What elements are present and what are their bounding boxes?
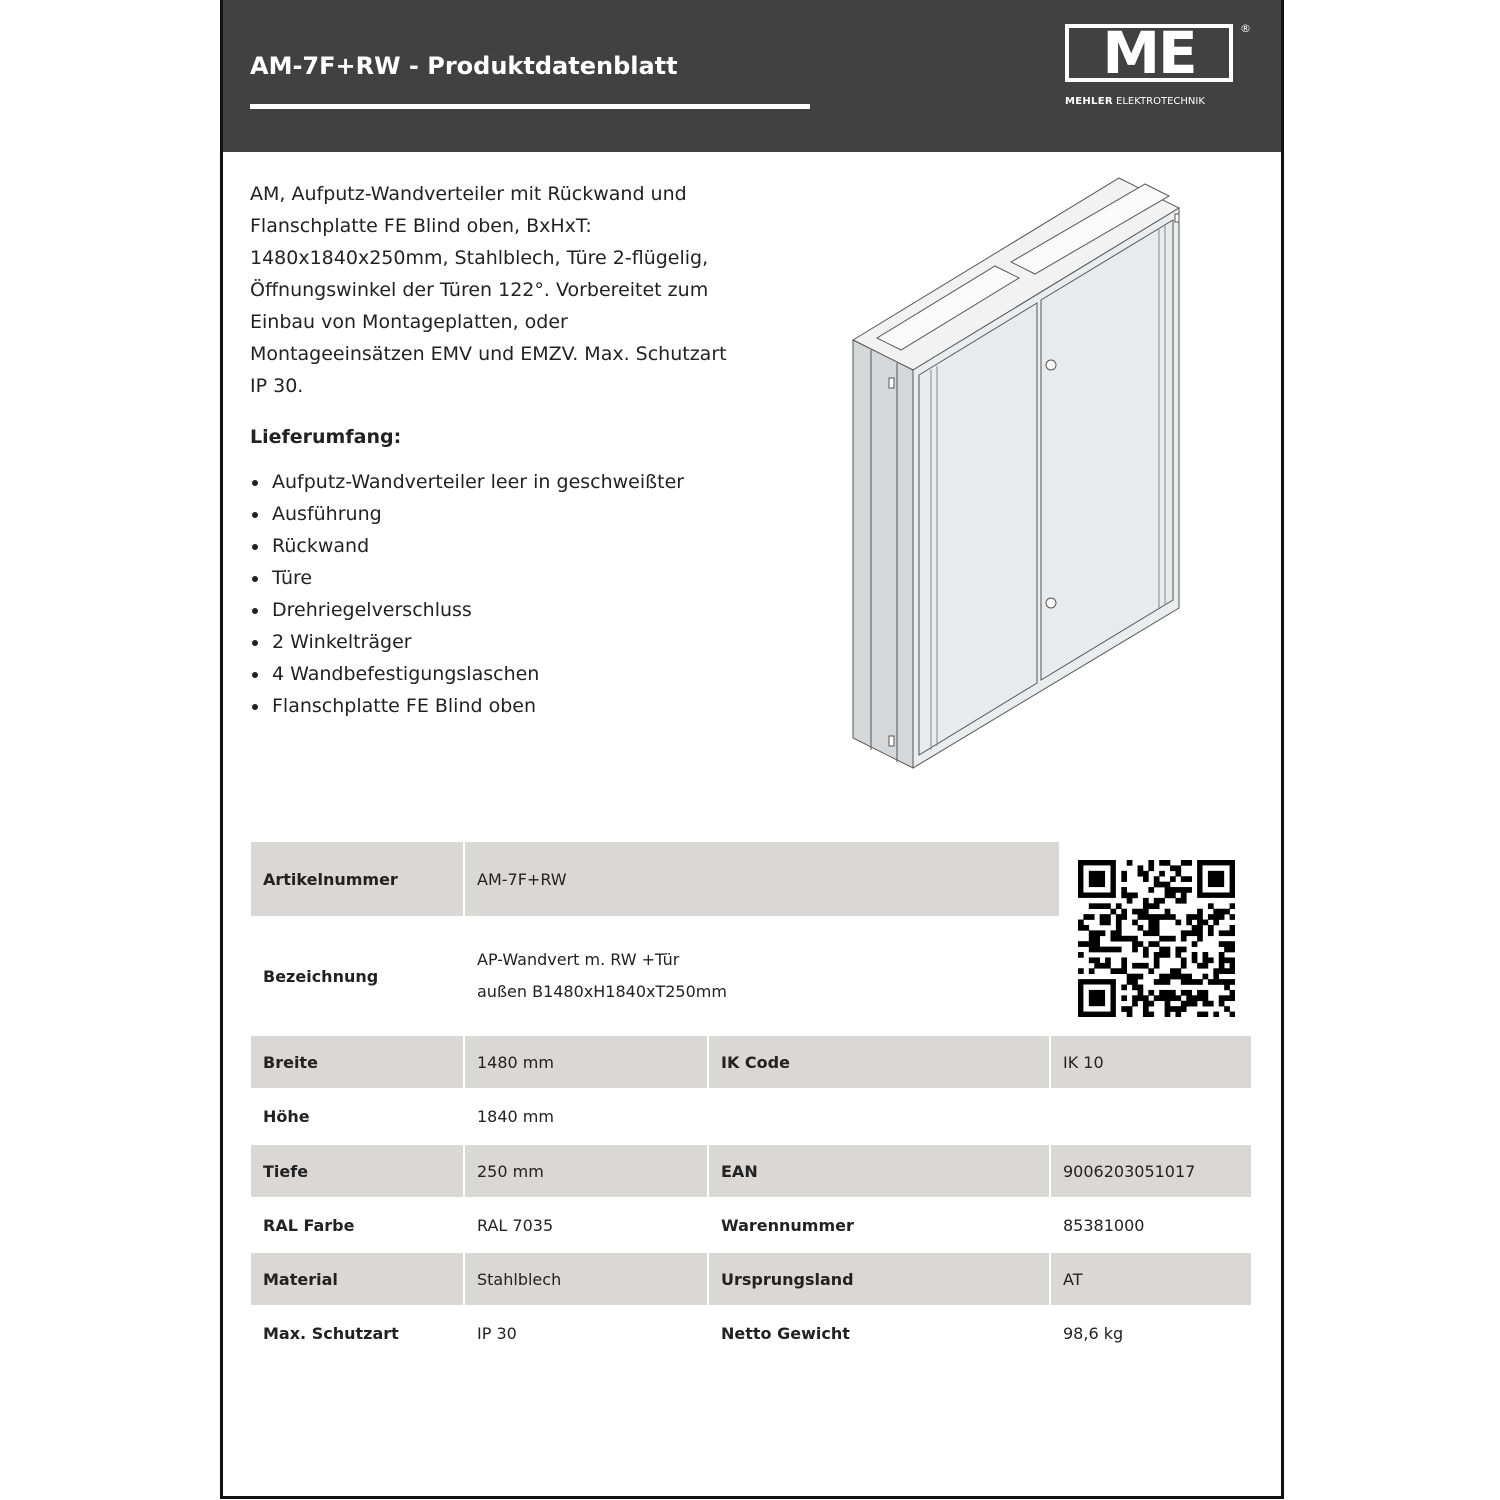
spec-label: IK Code [709, 1036, 1049, 1088]
spec-label: Artikelnummer [251, 842, 463, 916]
table-row [251, 1036, 1251, 1088]
description-line: 1480x1840x250mm, Stahlblech, Türe 2-flügelig, [250, 247, 709, 269]
logo-subtitle [1065, 96, 1240, 107]
registered-mark: ® [1240, 22, 1251, 35]
list-item: Aufputz-Wandverteiler leer in geschweißter [250, 466, 770, 498]
spec-label: Ursprungsland [709, 1253, 1049, 1305]
spec-value [465, 918, 1059, 1034]
spec-value: 98,6 kg [1063, 1323, 1124, 1343]
scope-list [250, 466, 770, 722]
description-line: Montageeinsätzen EMV und EMZV. Max. Schutzart [250, 343, 727, 365]
title-underline [250, 104, 810, 109]
spec-value [1051, 1090, 1251, 1142]
list-item: 2 Winkelträger [250, 626, 770, 658]
spec-value: 9006203051017 [1051, 1145, 1251, 1197]
description-line: Öffnungswinkel der Türen 122°. Vorbereitet zum [250, 279, 709, 301]
list-item: Rückwand [250, 530, 770, 562]
description-line: Flanschplatte FE Blind oben, BxHxT: [250, 215, 592, 237]
page-title: AM-7F+RW - Produktdatenblatt [250, 52, 678, 80]
list-item: Türe [250, 562, 770, 594]
spec-value: Stahlblech [465, 1253, 707, 1305]
logo-sub-text: ELEKTROTECHNIK [1116, 96, 1205, 107]
table-row [251, 1307, 1251, 1359]
logo-mark: ME [1065, 24, 1233, 82]
datasheet-page [220, 0, 1284, 1499]
list-item-continuation: Ausführung [250, 498, 770, 530]
spec-value: 85381000 [1063, 1215, 1145, 1235]
list-item: Drehriegelverschluss [250, 594, 770, 626]
table-row [251, 1253, 1251, 1305]
product-image [841, 170, 1191, 780]
spec-value: 250 mm [465, 1145, 707, 1197]
description-line: AM, Aufputz-Wandverteiler mit Rückwand und [250, 183, 687, 205]
spec-label: RAL Farbe [263, 1215, 355, 1235]
spec-label: Netto Gewicht [721, 1323, 850, 1343]
spec-label: Bezeichnung [263, 966, 379, 986]
spec-label [709, 1090, 1049, 1142]
spec-value: IK 10 [1051, 1036, 1251, 1088]
bezeichnung-line: außen B1480xH1840xT250mm [477, 982, 727, 1001]
scope-heading: Lieferumfang: [250, 426, 402, 448]
spec-value: AT [1051, 1253, 1251, 1305]
spec-value: 1480 mm [465, 1036, 707, 1088]
product-description [250, 178, 770, 402]
spec-value: RAL 7035 [477, 1215, 554, 1235]
spec-value: AM-7F+RW [465, 842, 1059, 916]
spec-label: Warennummer [721, 1215, 854, 1235]
table-row [251, 1145, 1251, 1197]
list-item: Flanschplatte FE Blind oben [250, 690, 770, 722]
spec-label: EAN [709, 1145, 1049, 1197]
spec-label: Breite [251, 1036, 463, 1088]
list-item: 4 Wandbefestigungslaschen [250, 658, 770, 690]
logo-brand: MEHLER [1065, 96, 1113, 107]
spec-label: Tiefe [251, 1145, 463, 1197]
bezeichnung-line: AP-Wandvert m. RW +Tür [477, 950, 680, 969]
spec-label: Max. Schutzart [263, 1323, 399, 1343]
spec-value: IP 30 [477, 1323, 517, 1343]
spec-label: Höhe [263, 1106, 310, 1126]
header-bar [223, 0, 1281, 152]
description-line: Einbau von Montageplatten, oder [250, 311, 568, 333]
spec-label: Material [251, 1253, 463, 1305]
qr-code [1078, 860, 1235, 1017]
description-line: IP 30. [250, 375, 304, 397]
table-row [251, 1090, 1251, 1142]
table-row [251, 1199, 1251, 1251]
spec-value: 1840 mm [477, 1106, 554, 1126]
mehler-logo [1065, 19, 1255, 114]
